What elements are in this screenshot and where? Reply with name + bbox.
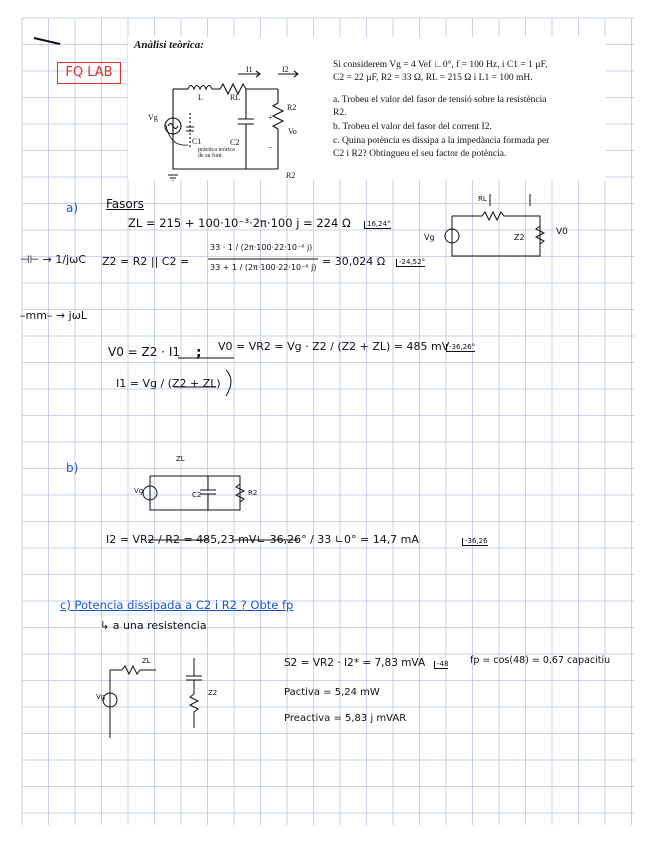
- vo-eq-2: V0 = VR2 = Vg · Z2 / (Z2 + ZL) = 485 mV: [218, 340, 450, 353]
- part-c-subtitle: ↳ a una resistencia: [100, 619, 207, 632]
- circuit-label-i2: I2: [282, 65, 289, 74]
- sketch-ticks: [490, 194, 530, 206]
- i2-angle: -36,26: [462, 538, 488, 546]
- question-b: b. Trobeu el valor del fasor del corrent I2.: [333, 122, 492, 132]
- question-c-line-2: C2 i R2? Obtingueu el seu factor de potència.: [333, 149, 507, 159]
- circuit-label-c1: C1: [192, 137, 202, 146]
- sketch-a-vg-label: Vg: [424, 233, 435, 242]
- sketch-b-r2-label: R2: [248, 489, 258, 497]
- sketch-c-vg-label: Vg: [96, 693, 106, 701]
- question-c-line-1: c. Quina potència es dissipa a la impedància formada per: [333, 136, 550, 146]
- inductor-rule: –mm– → jωL: [20, 309, 88, 322]
- s2-equation: S2 = VR2 · I2* = 7,83 mVA: [284, 657, 426, 669]
- s2-angle: -48: [434, 661, 448, 669]
- circuit-label-l: L: [198, 93, 203, 102]
- z2-lhs: Z2 = R2 || C2 =: [102, 255, 190, 268]
- part-a-heading: Fasors: [106, 197, 144, 211]
- sketch-a-r-label: RL: [478, 195, 487, 203]
- circuit-label-c2: C2: [230, 138, 240, 147]
- sketch-a-z2-label: Z2: [514, 233, 525, 242]
- sketch-z2-branch: [186, 658, 202, 728]
- vo-eq-1: V0 = Z2 · I1: [108, 345, 180, 359]
- lab-stamp: FQ LAB: [57, 62, 121, 84]
- bracket-mark: [226, 370, 231, 396]
- z2-angle: -24,52°: [396, 259, 425, 267]
- vo-angle: -36,26°: [446, 344, 475, 352]
- zl-angle: 16,24°: [364, 221, 391, 229]
- power-factor: fp = cos(48) = 0,67 capacitiu: [470, 655, 611, 666]
- sketch-circuit-c: [96, 648, 256, 758]
- active-power: Pactiva = 5,24 mW: [284, 687, 380, 698]
- capacitor-rule: ⊣⊢ → 1/jωC: [20, 253, 87, 266]
- sketch-c-z2-label: Z2: [208, 689, 218, 697]
- sketch-c2: [200, 476, 216, 510]
- statement-line-2: C2 = 22 µF, R2 = 33 Ω, RL = 215 Ω i L1 = 100 mH.: [333, 73, 533, 83]
- circuit-label-r2: R2: [287, 103, 297, 112]
- sketch-b-vg-label: Vg: [134, 487, 144, 495]
- reactive-power: Preactiva = 5,83 j mVAR: [284, 713, 407, 724]
- z2-result: = 30,024 Ω: [322, 255, 386, 268]
- circuit-label-r2-bottom: R2: [286, 171, 296, 180]
- circuit-c1-note: pràctica teòrica de su font: [198, 147, 235, 159]
- circuit-label-vg: Vg: [148, 113, 158, 122]
- section-title: Anàlisi teòrica:: [134, 39, 204, 51]
- statement-line-1: Si considerem Vg = 4 Vef ∟0°, f = 100 Hz, i C1 = 1 µF,: [333, 60, 548, 70]
- circuit-label-vo: Vo: [288, 127, 297, 136]
- part-a-label: a): [66, 201, 79, 215]
- circuit-label-i1: I1: [246, 65, 253, 74]
- z2-denominator: 33 + 1 / (2π·100·22·10⁻⁶ j): [210, 263, 317, 272]
- i1-equation: I1 = Vg / (Z2 + ZL): [116, 377, 221, 390]
- circuit-plus-sign: +: [268, 113, 273, 122]
- sketch-circuit-b: [130, 456, 290, 516]
- sketch-circuit-a: [430, 186, 590, 266]
- zl-equation: ZL = 215 + 100·10⁻³·2π·100 j = 224 Ω: [128, 216, 351, 230]
- circuit-minus-sign: −: [268, 143, 273, 152]
- sketch-c-zl-label: ZL: [142, 657, 151, 665]
- part-c-title: c) Potencia dissipada a C2 i R2 ? Obte fp: [60, 598, 294, 612]
- question-a-line-2: R2.: [333, 108, 347, 118]
- i2-equation: I2 = VR2 / R2 = 485,23 mV∟-36,26° / 33 ∟0° = 14,7 mA: [106, 533, 419, 546]
- z2-numerator: 33 · 1 / (2π·100·22·10⁻⁶ j): [210, 243, 313, 252]
- sketch-b-zl-label: ZL: [176, 455, 185, 463]
- sketch-loop: [452, 212, 540, 256]
- semicolon: ;: [196, 345, 202, 361]
- sketch-a-vo-label: V0: [556, 227, 568, 237]
- circuit-label-rl: RL: [230, 93, 241, 102]
- part-b-label: b): [66, 461, 79, 475]
- sketch-zl: [110, 666, 156, 674]
- question-a-line-1: a. Trobeu el valor del fasor de tensió sobre la resistència: [333, 95, 547, 105]
- sketch-b-c2-label: C2: [192, 491, 202, 499]
